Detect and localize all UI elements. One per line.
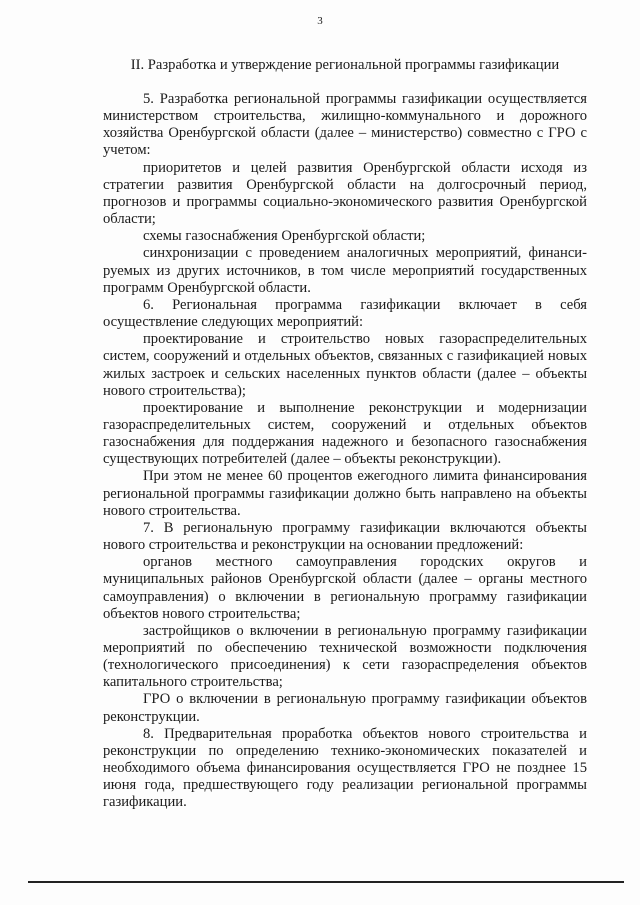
list-item-gro: ГРО о включении в региональную программу газификации объектов реконструкции. xyxy=(103,691,587,725)
paragraph-5-intro: 5. Разработка региональной программы газификации осуществляется министерством строительства, жилищно-коммунального и дорожного хозяйства Оренбургской области (далее – министерство) совместно с ГРО с учетом: xyxy=(103,91,587,159)
list-item-new-construction: проектирование и строительство новых газораспределительных систем, сооружений и отдельных объектов, связанных с газификацией новых жилых застроек и сельских населенных пунктов области (далее – объекты нового строительства); xyxy=(103,331,587,399)
footer-divider xyxy=(28,881,624,883)
paragraph-6-intro: 6. Региональная программа газификации включает в себя осуществление следующих мероприятий: xyxy=(103,296,587,331)
section-heading: II. Разработка и утверждение региональной программы газификации xyxy=(130,57,560,73)
list-item-reconstruction: проектирование и выполнение реконструкции и модернизации газораспределительных систем, сооружений и отдельных объектов газоснабжения для поддержания надежного и безопасного газоснабжения существующих потребителей (далее – объекты реконструкции). xyxy=(103,399,587,468)
page-number: 3 xyxy=(317,15,323,27)
list-item-developers: застройщиков о включении в региональную программу газификации мероприятий по обеспечению технической возможности подключения (технологического присоединения) к сети газораспределения объектов капитального строительства; xyxy=(103,622,587,691)
list-item-local-government: органов местного самоуправления городских округов и муниципальных районов Оренбургской области (далее – органы местного самоуправления) о включении в региональную программу газификации объектов нового строительства; xyxy=(103,554,587,622)
list-item-priorities: приоритетов и целей развития Оренбургской области исходя из стратегии развития Оренбургской области на долгосрочный период, прогнозов и программы социально-экономического развития Оренбургской области; xyxy=(103,159,587,228)
list-item-synchronization: синхронизации с проведением аналогичных мероприятий, финансируемых из других источников, в том числе мероприятий государственных программ Оренбургской области. xyxy=(103,245,587,296)
list-item-gas-scheme: схемы газоснабжения Оренбургской области; xyxy=(143,228,426,245)
paragraph-8: 8. Предварительная проработка объектов нового строительства и реконструкции по определению технико-экономических показателей и необходимого объема финансирования осуществляется ГРО не позднее 15 июня года, предшествующего году реализации региональной программы газификации. xyxy=(103,725,587,811)
document-body xyxy=(103,91,587,812)
paragraph-funding-limit: При этом не менее 60 процентов ежегодного лимита финансирования региональной программы газификации должно быть направлено на объекты нового строительства. xyxy=(103,468,587,519)
paragraph-7-intro: 7. В региональную программу газификации включаются объекты нового строительства и реконструкции на основании предложений: xyxy=(103,519,587,554)
